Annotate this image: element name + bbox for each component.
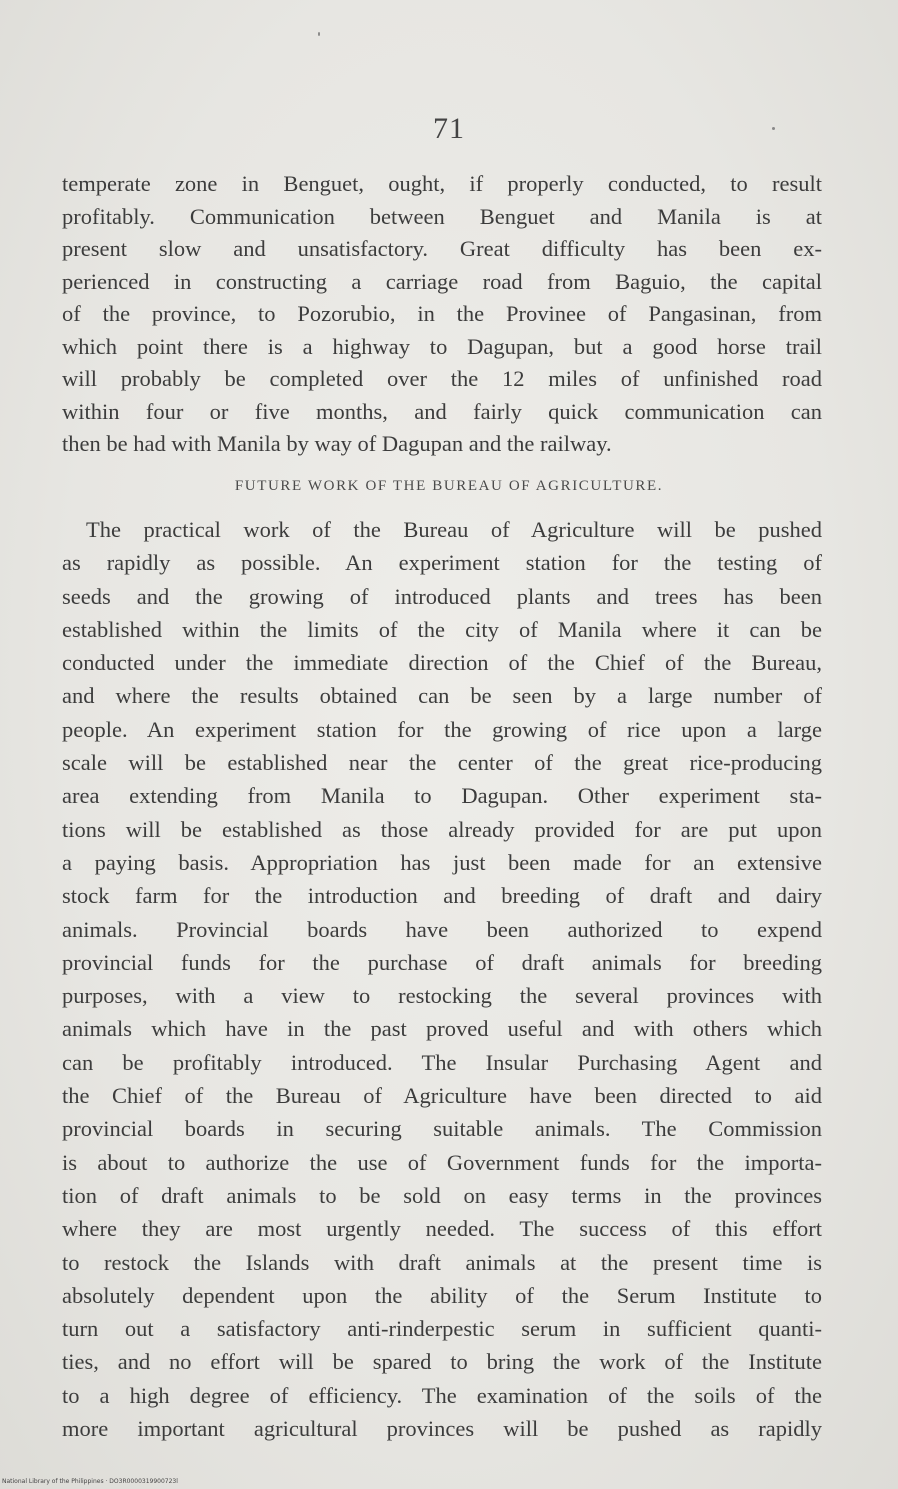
text-line: the Chief of the Bureau of Agriculture have been directed to aid xyxy=(62,1083,822,1109)
text-line: purposes, with a view to restocking the several provinces with xyxy=(62,983,822,1009)
text-line: area extending from Manila to Dagupan. Other experiment sta- xyxy=(62,783,822,809)
text-line: where they are most urgently needed. The success of this effort xyxy=(62,1216,822,1242)
text-line: animals which have in the past proved useful and with others which xyxy=(62,1016,822,1042)
text-line: turn out a satisfactory anti-rinderpestic serum in sufficient quanti- xyxy=(62,1316,822,1342)
text-line: to a high degree of efficiency. The examination of the soils of the xyxy=(62,1382,822,1408)
text-line: then be had with Manila by way of Dagupan and the railway. xyxy=(62,431,612,456)
text-line: within four or five months, and fairly quick communication can xyxy=(62,398,822,424)
text-line: seeds and the growing of introduced plants and trees has been xyxy=(62,583,822,609)
text-line: is about to authorize the use of Government funds for the importa- xyxy=(62,1149,822,1175)
text-line: tions will be established as those already provided for are put upon xyxy=(62,816,822,842)
text-line: perienced in constructing a carriage road from Baguio, the capital xyxy=(62,268,822,294)
text-line: present slow and unsatisfactory. Great difficulty has been ex- xyxy=(62,236,822,261)
text-line: scale will be established near the center of the great rice-producing xyxy=(62,750,822,776)
text-line: of the province, to Pozorubio, in the Provinee of Pangasinan, from xyxy=(62,301,822,326)
text-line: and where the results obtained can be seen by a large number of xyxy=(62,683,822,709)
text-line: to restock the Islands with draft animals at the present time is xyxy=(62,1249,822,1275)
text-line: temperate zone in Benguet, ought, if properly conducted, to result xyxy=(62,171,822,196)
text-line: which point there is a highway to Dagupan, but a good horse trail xyxy=(62,333,822,359)
text-line: tion of draft animals to be sold on easy terms in the provinces xyxy=(62,1182,822,1208)
section-heading: FUTURE WORK OF THE BUREAU OF AGRICULTURE. xyxy=(234,478,664,494)
text-line: a paying basis. Appropriation has just been made for an extensive xyxy=(62,849,822,875)
paragraph-1 xyxy=(62,168,822,461)
text-line: as rapidly as possible. An experiment station for the testing of xyxy=(62,550,822,576)
text-line: established within the limits of the city of Manila where it can be xyxy=(62,616,822,642)
text-line: profitably. Communication between Benguet and Manila is at xyxy=(62,203,822,229)
text-line: absolutely dependent upon the ability of the Serum Institute to xyxy=(62,1282,822,1308)
text-line: conducted under the immediate direction of the Chief of the Bureau, xyxy=(62,650,822,676)
text-line: more important agricultural provinces will be pushed as rapidly xyxy=(62,1416,822,1442)
text-line: can be profitably introduced. The Insular Purchasing Agent and xyxy=(62,1049,822,1075)
paper-speck xyxy=(318,32,320,36)
text-line: people. An experiment station for the growing of rice upon a large xyxy=(62,716,822,742)
paragraph-2 xyxy=(62,513,822,1445)
text-line: The practical work of the Bureau of Agriculture will be pushed xyxy=(86,517,822,542)
page-number: 71 xyxy=(433,112,465,145)
text-line: stock farm for the introduction and breeding of draft and dairy xyxy=(62,883,822,909)
text-line: animals. Provincial boards have been authorized to expend xyxy=(62,916,822,942)
scan-footer: National Library of the Philippines · DO3R0000319900723l xyxy=(2,1478,178,1485)
text-line: will probably be completed over the 12 miles of unfinished road xyxy=(62,366,822,391)
text-line: ties, and no effort will be spared to bring the work of the Institute xyxy=(62,1349,822,1375)
text-line: provincial funds for the purchase of draft animals for breeding xyxy=(62,949,822,975)
text-line: provincial boards in securing suitable animals. The Commission xyxy=(62,1116,822,1142)
